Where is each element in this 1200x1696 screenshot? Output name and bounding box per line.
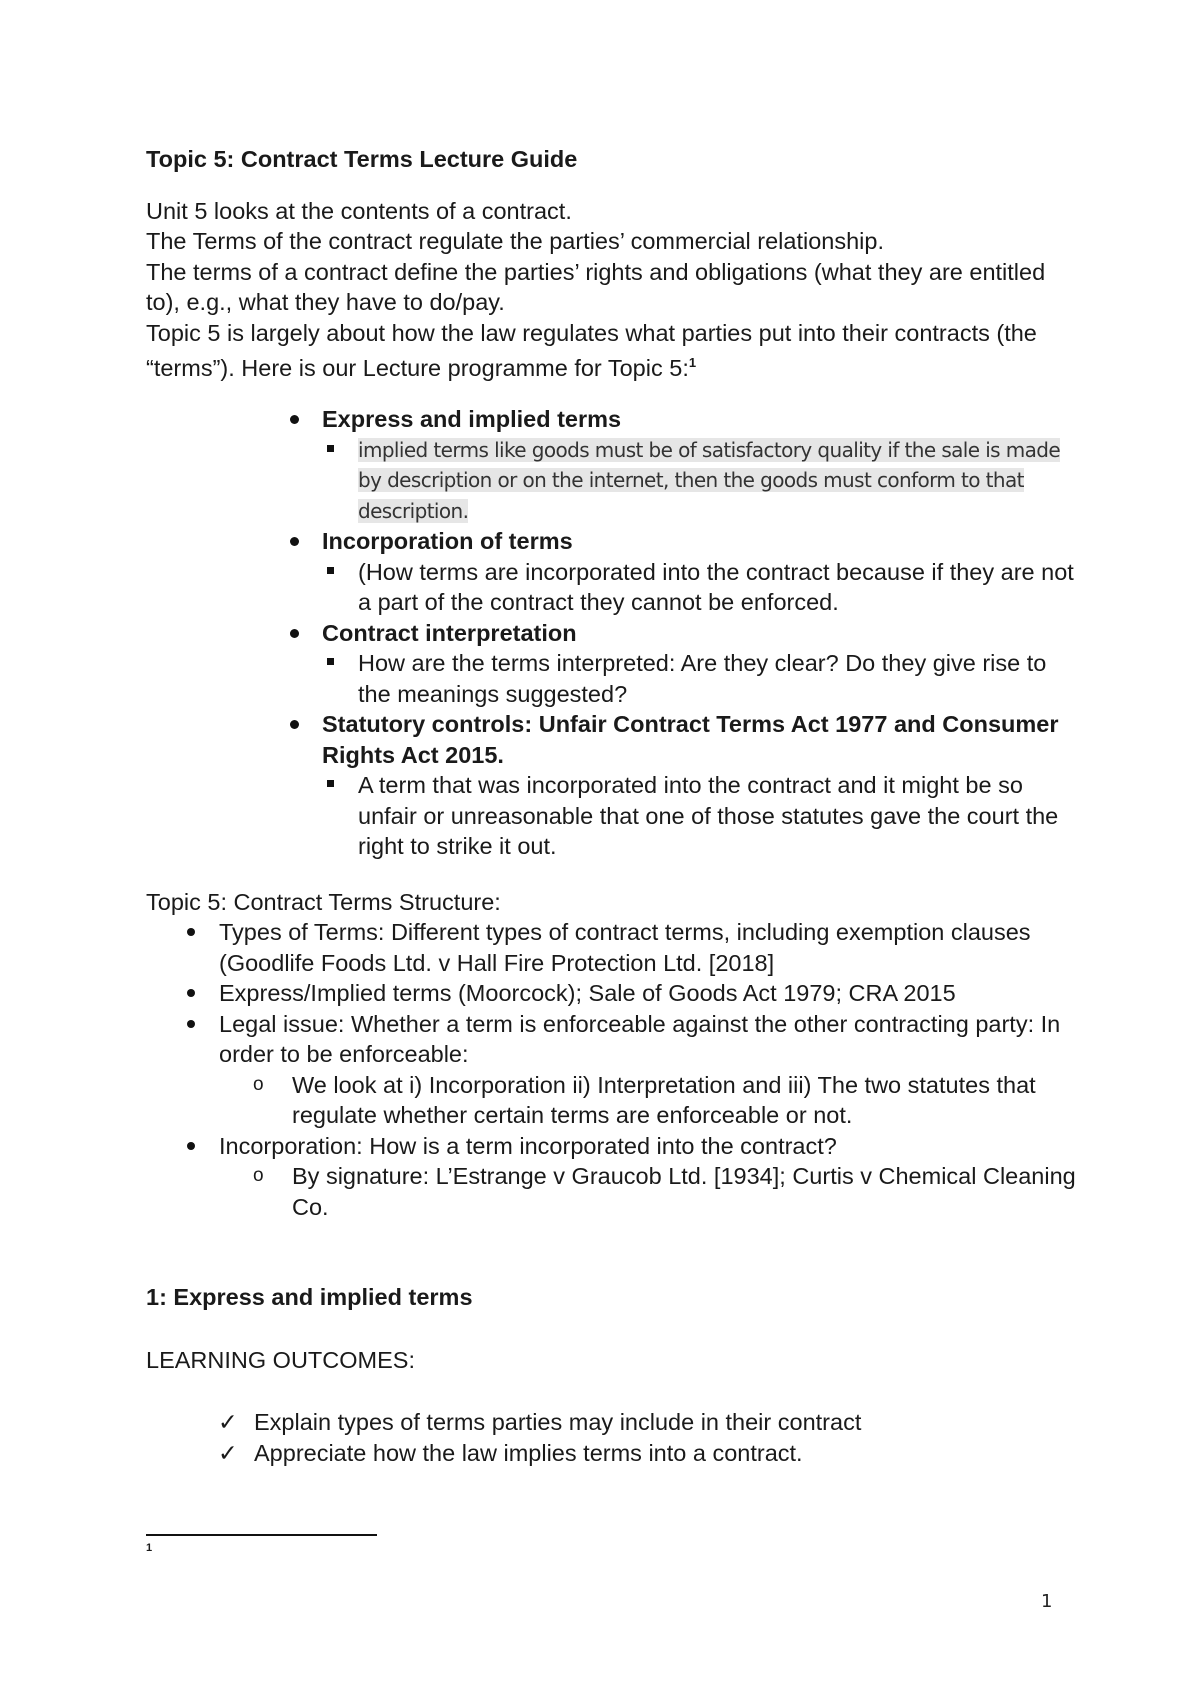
learning-outcomes-heading: LEARNING OUTCOMES: bbox=[146, 1346, 415, 1373]
bullet-icon bbox=[290, 629, 299, 638]
programme-heading: Express and implied terms bbox=[322, 406, 622, 433]
programme-item bbox=[286, 526, 1076, 618]
programme-detail-item bbox=[322, 435, 1076, 527]
learning-outcome-item bbox=[218, 1407, 1076, 1438]
structure-subitem-text: We look at i) Incorporation ii) Interpretation and iii) The two statutes that regulate whether certain terms are enforceable or not. bbox=[292, 1071, 1036, 1129]
page-number: 1 bbox=[1041, 1591, 1053, 1612]
programme-heading: Statutory controls: Unfair Contract Terms Act 1977 and Consumer Rights Act 2015. bbox=[322, 711, 1059, 768]
structure-item bbox=[146, 978, 1076, 1009]
square-bullet-icon bbox=[327, 780, 334, 787]
programme-detail: A term that was incorporated into the contract and it might be so unfair or unreasonable that one of those statutes gave the court the right to strike it out. bbox=[358, 772, 1059, 860]
programme-sublist bbox=[322, 557, 1076, 618]
programme-detail: How are the terms interpreted: Are they clear? Do they give rise to the meanings suggested? bbox=[358, 650, 1047, 707]
structure-subitem bbox=[219, 1161, 1076, 1222]
bullet-icon bbox=[290, 415, 299, 424]
structure-list bbox=[146, 917, 1076, 1222]
programme-heading: Incorporation of terms bbox=[322, 528, 573, 555]
circle-bullet-icon: o bbox=[253, 1165, 264, 1187]
square-bullet-icon bbox=[327, 445, 334, 452]
learning-outcomes-list bbox=[218, 1407, 1076, 1468]
footnote-separator bbox=[146, 1534, 377, 1536]
programme-sublist bbox=[322, 770, 1076, 862]
structure-item bbox=[146, 917, 1076, 978]
programme-detail-item bbox=[322, 770, 1076, 862]
intro-line: The Terms of the contract regulate the parties’ commercial relationship. bbox=[146, 228, 884, 254]
programme-sublist bbox=[322, 435, 1076, 527]
structure-sublist bbox=[219, 1161, 1076, 1222]
intro-line bbox=[146, 318, 1076, 384]
programme-item bbox=[286, 709, 1076, 862]
programme-item bbox=[286, 618, 1076, 710]
structure-sublist bbox=[219, 1070, 1076, 1131]
bullet-icon bbox=[290, 537, 299, 546]
document-title: Topic 5: Contract Terms Lecture Guide bbox=[146, 146, 578, 172]
programme-heading: Contract interpretation bbox=[322, 619, 577, 646]
highlighted-detail bbox=[358, 435, 1076, 527]
bullet-icon bbox=[187, 1020, 195, 1028]
square-bullet-icon bbox=[327, 567, 334, 574]
intro-paragraphs bbox=[146, 196, 1076, 384]
square-bullet-icon bbox=[327, 658, 334, 665]
intro-line: The terms of a contract define the parties’ rights and obligations (what they are entitled to), e.g., what they have to do/pay. bbox=[146, 258, 1046, 315]
structure-item-text: Express/Implied terms (Moorcock); Sale of Goods Act 1979; CRA 2015 bbox=[219, 980, 956, 1007]
structure-heading: Topic 5: Contract Terms Structure: bbox=[146, 888, 501, 915]
structure-item-text: Legal issue: Whether a term is enforceable against the other contracting party: In order to be enforceable: bbox=[219, 1010, 1061, 1068]
bullet-icon bbox=[187, 989, 195, 997]
section-title: 1: Express and implied terms bbox=[146, 1284, 473, 1311]
structure-item bbox=[146, 1009, 1076, 1131]
programme-detail-item bbox=[322, 557, 1076, 618]
footnote-mark: 1 bbox=[146, 1542, 153, 1554]
structure-subitem bbox=[219, 1070, 1076, 1131]
structure-item-text: Incorporation: How is a term incorporated into the contract? bbox=[219, 1132, 837, 1159]
learning-outcome-text: Appreciate how the law implies terms into a contract. bbox=[254, 1439, 803, 1466]
structure-item bbox=[146, 1131, 1076, 1223]
programme-detail: implied terms like goods must be of satisfactory quality if the sale is made by description or on the internet, then the goods must conform to that description. bbox=[358, 437, 1061, 523]
programme-detail: (How terms are incorporated into the contract because if they are not a part of the contract they cannot be enforced. bbox=[358, 558, 1074, 616]
checkmark-icon: ✓ bbox=[218, 1439, 238, 1466]
programme-detail-item bbox=[322, 648, 1076, 709]
structure-item-text: Types of Terms: Different types of contract terms, including exemption clauses (Goodlife Foods Ltd. v Hall Fire Protection Ltd. [2018] bbox=[219, 919, 1031, 976]
bullet-icon bbox=[187, 1142, 195, 1150]
learning-outcome-text: Explain types of terms parties may include in their contract bbox=[254, 1409, 862, 1436]
document-body bbox=[146, 144, 1076, 1468]
bullet-icon bbox=[290, 720, 299, 729]
intro-line-text: Topic 5 is largely about how the law regulates what parties put into their contracts (the “terms”). Here is our Lecture programme for Topic 5: bbox=[146, 319, 1037, 381]
programme-item bbox=[286, 404, 1076, 526]
learning-outcome-item bbox=[218, 1438, 1076, 1469]
circle-bullet-icon: o bbox=[253, 1073, 264, 1095]
programme-sublist bbox=[322, 648, 1076, 709]
bullet-icon bbox=[187, 928, 195, 936]
intro-line: Unit 5 looks at the contents of a contract. bbox=[146, 197, 572, 224]
structure-subitem-text: By signature: L’Estrange v Graucob Ltd. [1934]; Curtis v Chemical Cleaning Co. bbox=[292, 1163, 1076, 1220]
checkmark-icon: ✓ bbox=[218, 1409, 238, 1436]
lecture-programme-list bbox=[286, 404, 1076, 862]
footnote-reference[interactable]: 1 bbox=[688, 355, 697, 370]
